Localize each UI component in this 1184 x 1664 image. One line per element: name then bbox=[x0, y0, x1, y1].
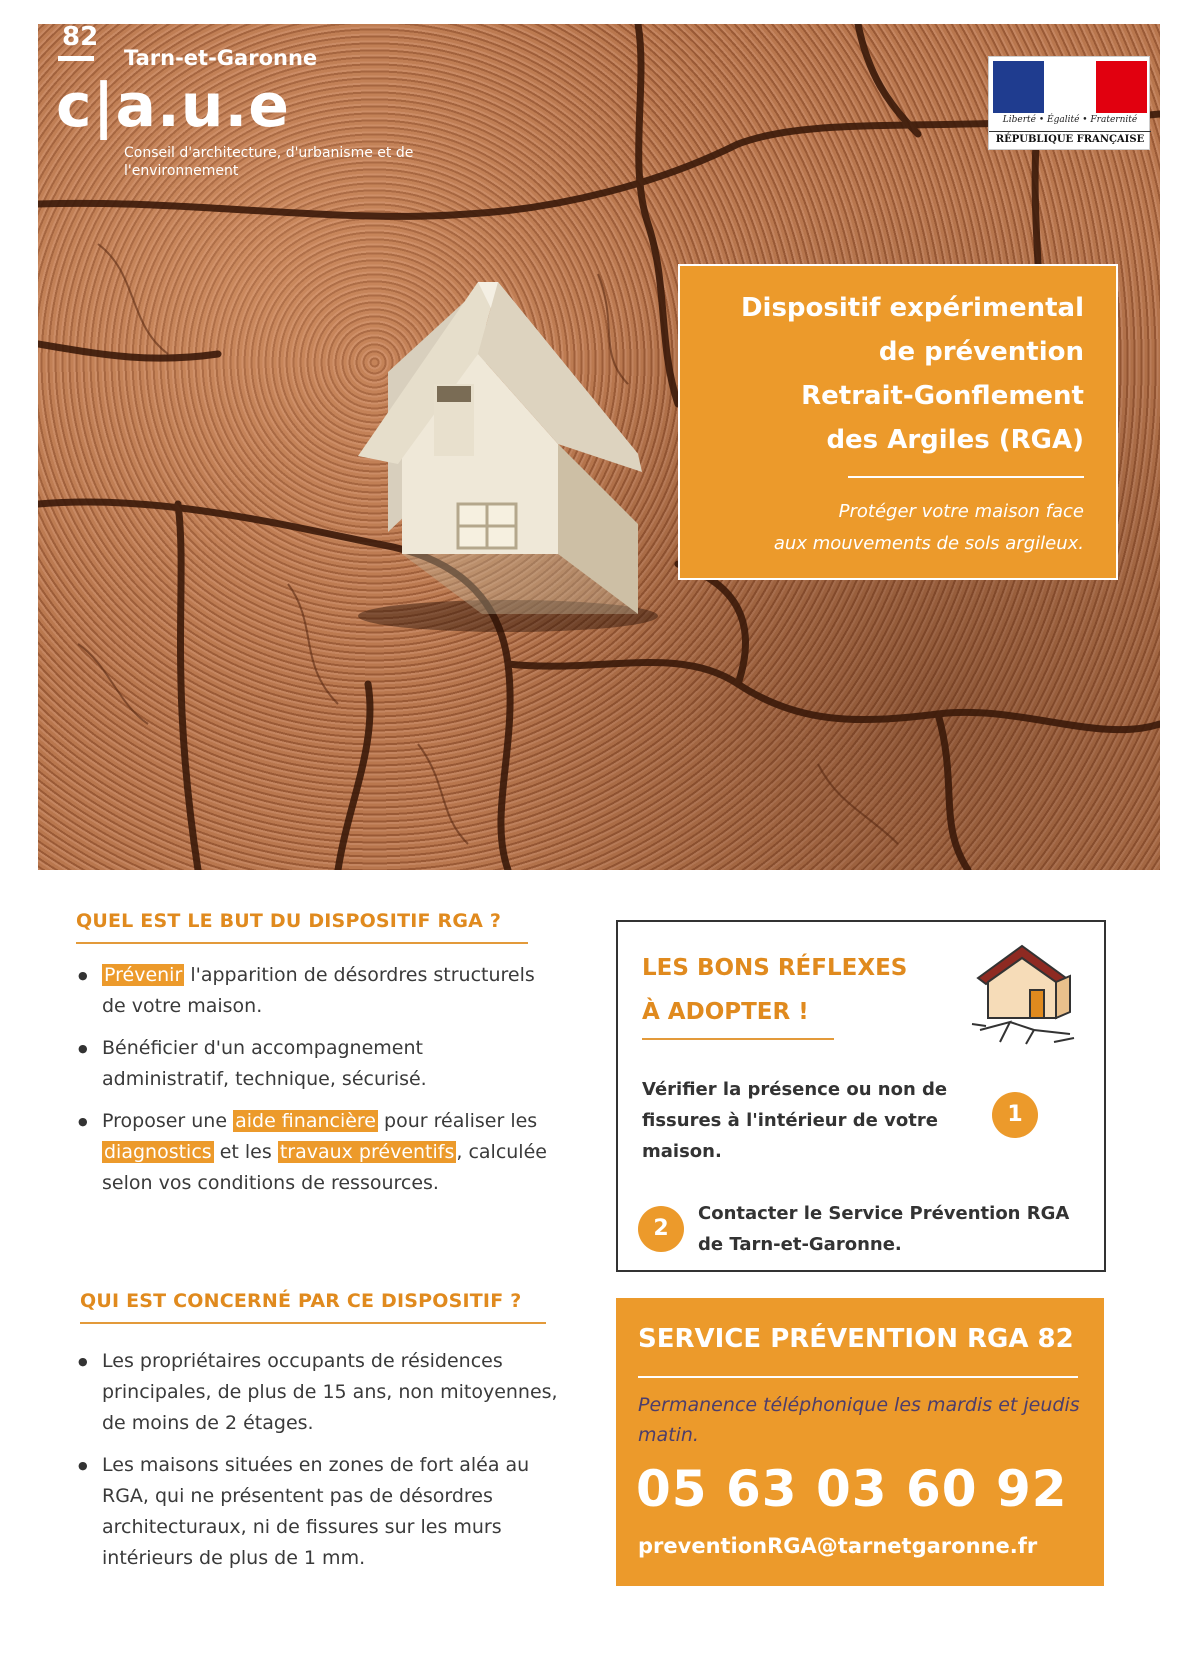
step-1-badge: 1 bbox=[992, 1092, 1038, 1138]
text: , calculée selon vos conditions de ressources. bbox=[102, 1141, 547, 1194]
caue-subtitle: Conseil d'architecture, d'urbanisme et de l'environnement bbox=[124, 145, 414, 179]
goal-heading-rule bbox=[76, 942, 528, 944]
service-hours: Permanence téléphonique les mardis et jeudis matin. bbox=[638, 1394, 1080, 1446]
reflexes-rule bbox=[642, 1038, 834, 1040]
text: et les bbox=[213, 1141, 278, 1163]
logo-bar bbox=[58, 56, 94, 61]
highlight: diagnostics bbox=[104, 1141, 212, 1163]
list-item: ● Les maisons situées en zones de fort aléa au RGA, qui ne présentent pas de désordres architecturaux, ni de fissures sur les murs intérieurs de plus de 1 mm. bbox=[78, 1450, 578, 1574]
list-item: ● Bénéficier d'un accompagnement administratif, technique, sécurisé. bbox=[78, 1033, 548, 1095]
reflexes-title bbox=[642, 946, 907, 1034]
service-title: SERVICE PRÉVENTION RGA 82 bbox=[638, 1324, 1074, 1354]
list-item bbox=[78, 1106, 548, 1199]
highlight: Prévenir bbox=[104, 964, 183, 986]
page-title bbox=[700, 286, 1084, 462]
title-line: Dispositif expérimental bbox=[740, 293, 1084, 323]
caue-wordmark: c|a.u.e bbox=[56, 71, 290, 141]
cracked-house-icon bbox=[970, 938, 1080, 1048]
step-1-text: Vérifier la présence ou non de fissures à l'intérieur de votre maison. bbox=[642, 1079, 948, 1162]
reflexes-title-line: À ADOPTER ! bbox=[642, 999, 809, 1025]
tagline-line: aux mouvements de sols argileux. bbox=[773, 533, 1084, 554]
who-heading: QUI EST CONCERNÉ PAR CE DISPOSITIF ? bbox=[80, 1290, 522, 1312]
highlight: aide financière bbox=[235, 1110, 376, 1132]
title-line: de prévention bbox=[878, 337, 1084, 367]
marianne-name: RÉPUBLIQUE FRANÇAISE bbox=[989, 131, 1151, 145]
reflexes-title-line: LES BONS RÉFLEXES bbox=[642, 955, 908, 981]
step-2-badge: 2 bbox=[638, 1206, 684, 1252]
who-list bbox=[78, 1346, 578, 1585]
who-heading-rule bbox=[80, 1322, 546, 1324]
service-phone[interactable]: 05 63 03 60 92 bbox=[636, 1460, 1068, 1518]
tagline bbox=[700, 496, 1084, 560]
hero-image bbox=[38, 24, 1160, 870]
republique-francaise-logo bbox=[988, 56, 1150, 150]
list-item: ● Les propriétaires occupants de résidences principales, de plus de 15 ans, non mitoyennes, de moins de 2 étages. bbox=[78, 1346, 578, 1439]
marianne-flag bbox=[993, 61, 1147, 113]
service-email[interactable]: preventionRGA@tarnetgaronne.fr bbox=[638, 1534, 1038, 1558]
title-line: des Argiles (RGA) bbox=[826, 425, 1084, 455]
marianne-motto: Liberté • Égalité • Fraternité bbox=[1002, 115, 1138, 125]
text: l'apparition de désordres structurels de votre maison. bbox=[102, 964, 535, 1017]
service-box bbox=[616, 1298, 1104, 1586]
step-2-text: Contacter le Service Prévention RGA de Tarn-et-Garonne. bbox=[698, 1203, 1070, 1255]
goal-list bbox=[78, 960, 548, 1210]
title-divider bbox=[848, 476, 1084, 478]
service-rule bbox=[638, 1376, 1078, 1378]
dept-number: 82 bbox=[62, 24, 99, 52]
reflexes-box bbox=[616, 920, 1106, 1272]
title-box bbox=[678, 264, 1118, 580]
dept-name: Tarn-et-Garonne bbox=[124, 46, 318, 70]
text: pour réaliser les bbox=[378, 1110, 538, 1132]
text: Proposer une bbox=[102, 1110, 234, 1132]
list-item bbox=[78, 960, 548, 1022]
tagline-line: Protéger votre maison face bbox=[838, 501, 1084, 522]
title-line: Retrait-Gonflement bbox=[801, 381, 1084, 411]
goal-heading: QUEL EST LE BUT DU DISPOSITIF RGA ? bbox=[76, 910, 502, 932]
highlight: travaux préventifs bbox=[279, 1141, 455, 1163]
